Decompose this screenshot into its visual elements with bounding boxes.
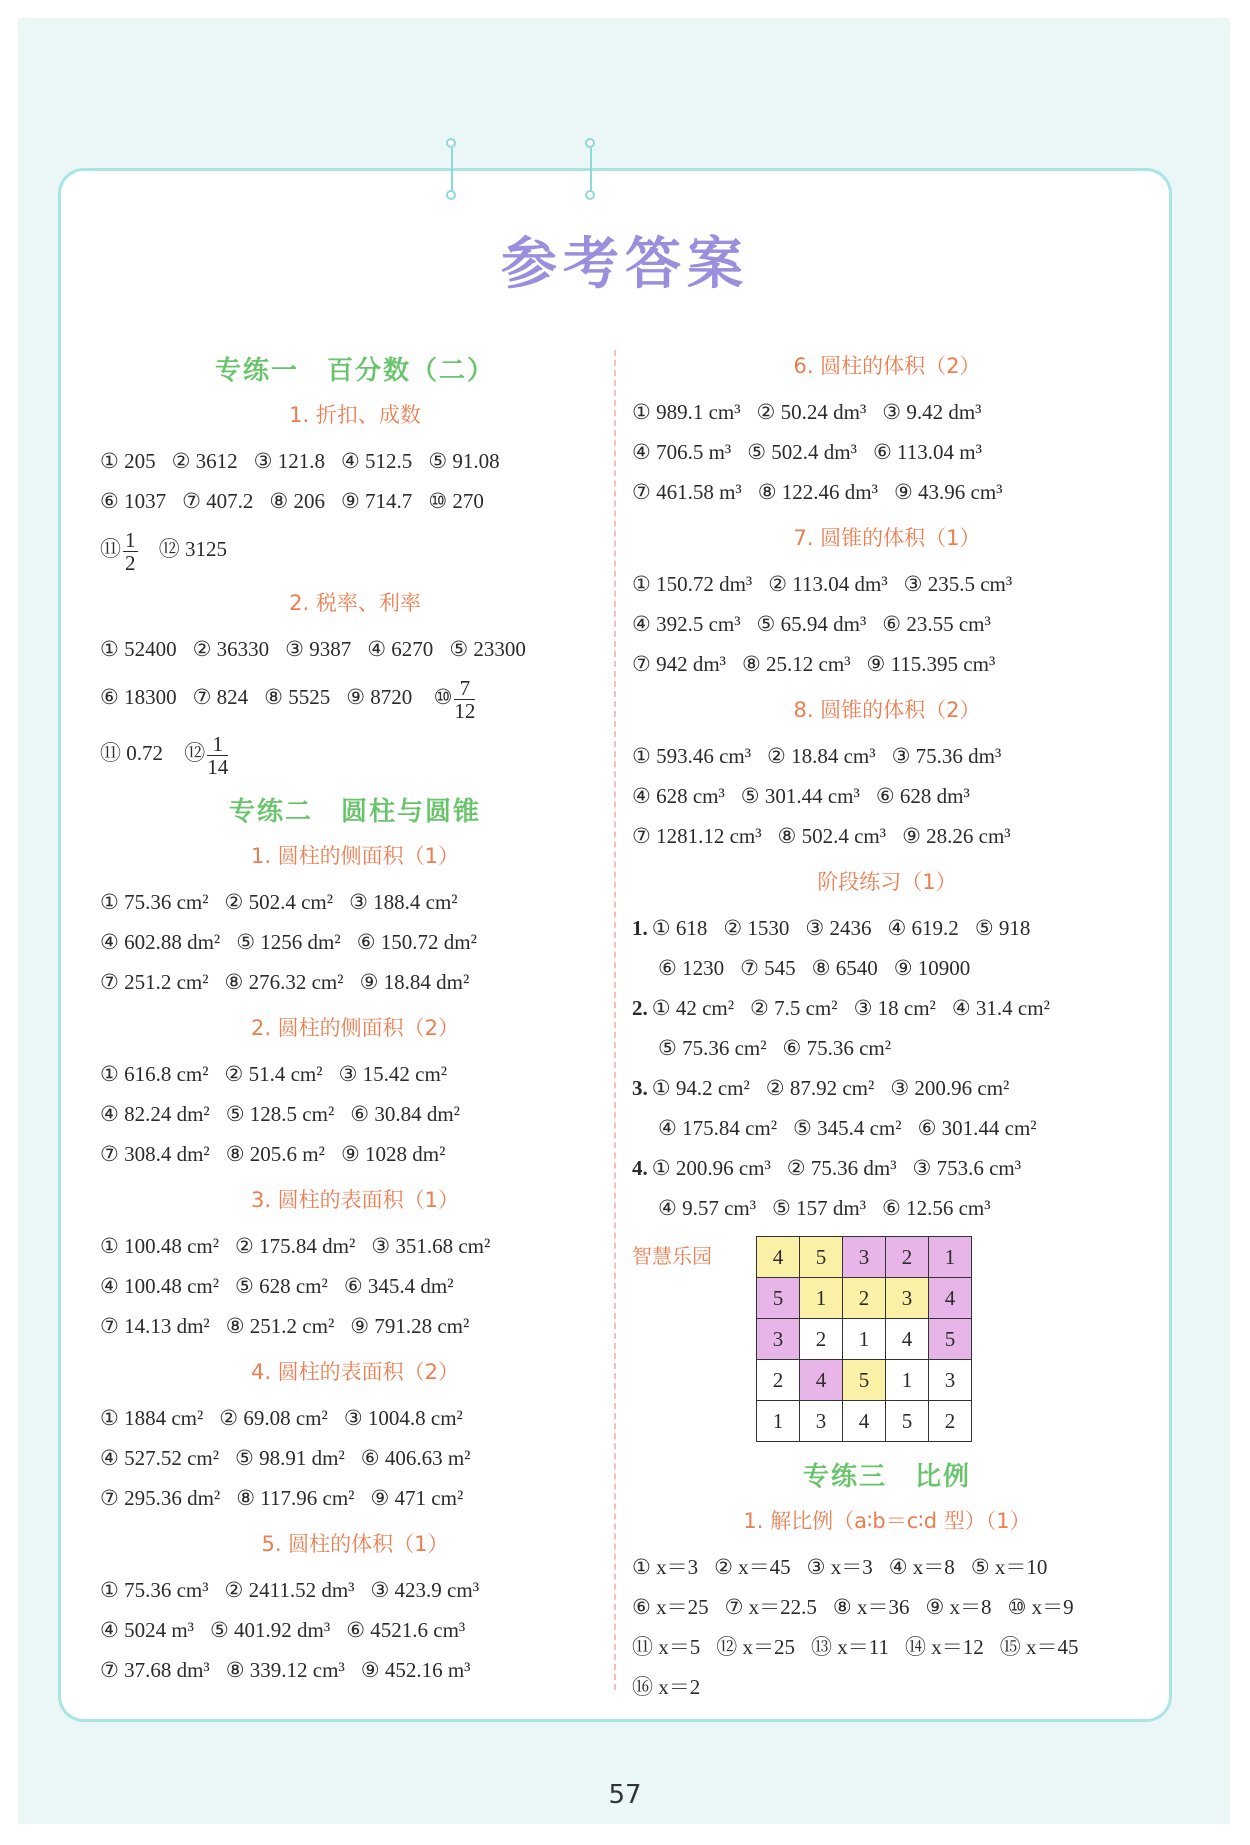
section-title: 专练一 百分数（二） — [214, 356, 495, 386]
answer-item: ⑦ 407.2 — [182, 489, 254, 513]
puzzle-row — [757, 1278, 972, 1319]
answer-item: ④ 100.48 cm² — [100, 1274, 220, 1298]
answer-item: ② 36330 — [192, 637, 270, 661]
answer-item: ⑤ 65.94 dm³ — [756, 612, 867, 636]
answer-row — [100, 669, 610, 725]
answer-item: ③ x＝3 — [806, 1555, 873, 1579]
puzzle-cell: 2 — [886, 1237, 929, 1278]
answer-row — [632, 1028, 1142, 1068]
answer-item: ⑪ x＝5 — [632, 1635, 701, 1659]
answer-item: ⑤ 345.4 cm² — [793, 1116, 902, 1140]
answer-item: ⑤ 91.08 — [428, 449, 500, 473]
answer-item: ③ 18 cm² — [853, 996, 936, 1020]
subsection-title: 5. 圆柱的体积（1） — [261, 1532, 449, 1556]
answer-item: ④ 31.4 cm² — [951, 996, 1050, 1020]
puzzle-label: 智慧乐园 — [632, 1244, 712, 1268]
answer-row — [100, 1266, 610, 1306]
answer-item: ⑧ 205.6 m² — [225, 1142, 325, 1166]
answer-item: ① 150.72 dm³ — [632, 572, 753, 596]
section-title: 专练二 圆柱与圆锥 — [228, 797, 481, 827]
answer-item: ⑩ x＝9 — [1007, 1595, 1074, 1619]
answer-row — [632, 948, 1142, 988]
answer-item: ⑩ — [433, 685, 453, 709]
answer-item: ④ 628 cm³ — [632, 784, 725, 808]
puzzle-cell: 5 — [800, 1237, 843, 1278]
answer-item: ② 18.84 cm³ — [767, 744, 876, 768]
answer-item: ① 205 — [100, 449, 156, 473]
answer-item: ④ 9.57 cm³ — [658, 1196, 757, 1220]
answer-row — [632, 432, 1142, 472]
answer-item: ⑥ 301.44 cm² — [917, 1116, 1037, 1140]
answer-item: ② 51.4 cm² — [224, 1062, 323, 1086]
answer-item: ⑥ 23.55 cm³ — [882, 612, 991, 636]
answer-item: ⑮ x＝45 — [999, 1635, 1079, 1659]
puzzle-cell: 3 — [800, 1401, 843, 1442]
numerator: 1 — [207, 733, 228, 756]
puzzle-cell: 1 — [929, 1237, 972, 1278]
answer-item: ⑤ 98.91 dm² — [235, 1446, 345, 1470]
question-number: 2. — [632, 996, 648, 1020]
answer-item: ⑥ 628 dm³ — [875, 784, 970, 808]
answer-item: ⑧ 251.2 cm² — [225, 1314, 335, 1338]
puzzle-cell: 4 — [929, 1278, 972, 1319]
puzzle-cell: 5 — [843, 1360, 886, 1401]
numerator: 7 — [454, 677, 475, 700]
answer-item: ⑨ 18.84 dm² — [359, 970, 470, 994]
answer-item: ① x＝3 — [632, 1555, 699, 1579]
puzzle-row — [757, 1360, 972, 1401]
puzzle-cell: 4 — [843, 1401, 886, 1442]
answer-row — [100, 1650, 610, 1690]
puzzle-cell: 2 — [929, 1401, 972, 1442]
answer-row — [100, 1438, 610, 1478]
question-number: 4. — [632, 1156, 648, 1180]
answer-item: ① 94.2 cm² — [651, 1076, 750, 1100]
answer-item: ② 1530 — [723, 916, 790, 940]
puzzle-cell: 4 — [800, 1360, 843, 1401]
answer-row — [632, 776, 1142, 816]
answer-row — [100, 1570, 610, 1610]
answer-item: ⑦ 545 — [740, 956, 796, 980]
answer-item: ⑤ 502.4 dm³ — [747, 440, 857, 464]
answer-row — [100, 882, 610, 922]
answer-item: ④ 619.2 — [887, 916, 959, 940]
puzzle-section — [632, 1236, 1142, 1446]
answer-item: ⑭ x＝12 — [904, 1635, 984, 1659]
puzzle-grid — [756, 1236, 972, 1442]
answer-item: ⑪ 0.72 — [100, 741, 163, 765]
answer-item: ⑨ 43.96 cm³ — [893, 480, 1003, 504]
puzzle-cell: 2 — [843, 1278, 886, 1319]
answer-item: ④ 527.52 cm² — [100, 1446, 220, 1470]
puzzle-cell: 3 — [843, 1237, 886, 1278]
subsection-title: 7. 圆锥的体积（1） — [793, 526, 981, 550]
answer-item: ⑤ 628 cm² — [235, 1274, 328, 1298]
answer-item: ② 502.4 cm² — [224, 890, 334, 914]
puzzle-row — [757, 1401, 972, 1442]
answer-row — [100, 1054, 610, 1094]
puzzle-cell: 1 — [757, 1401, 800, 1442]
puzzle-cell: 5 — [929, 1319, 972, 1360]
answer-item: ⑤ 1256 dm² — [236, 930, 341, 954]
answer-item: ④ 512.5 — [340, 449, 413, 473]
puzzle-cell: 3 — [886, 1278, 929, 1319]
answer-item: ⑯ x＝2 — [632, 1675, 701, 1699]
section-title: 专练三 比例 — [802, 1462, 971, 1492]
denominator: 14 — [207, 754, 229, 779]
answer-item: ④ 706.5 m³ — [632, 440, 732, 464]
answer-row — [632, 908, 1142, 948]
answer-item: ⑧ x＝36 — [832, 1595, 910, 1619]
answer-row — [100, 1094, 610, 1134]
answer-item: ⑤ 128.5 cm² — [225, 1102, 335, 1126]
answer-item: ⑥ x＝25 — [632, 1595, 709, 1619]
puzzle-cell: 5 — [757, 1278, 800, 1319]
fraction — [123, 529, 138, 574]
answer-row — [632, 604, 1142, 644]
answer-item: ② 3612 — [171, 449, 238, 473]
subsection-title: 2. 圆柱的侧面积（2） — [250, 1016, 460, 1040]
answer-item: ② 75.36 dm³ — [786, 1156, 897, 1180]
answer-row — [632, 1627, 1142, 1667]
answer-item: ⑦ 14.13 dm² — [100, 1314, 210, 1338]
answer-item: ⑨ 471 cm² — [370, 1486, 464, 1510]
answer-group — [100, 685, 428, 709]
answer-item: ④ 5024 m³ — [100, 1618, 194, 1642]
subsection-title: 阶段练习（1） — [817, 870, 957, 894]
answer-item: ③ 9.42 dm³ — [882, 400, 982, 424]
answer-item: ⑧ 117.96 cm² — [236, 1486, 355, 1510]
answer-item: ⑥ 150.72 dm² — [356, 930, 477, 954]
answer-item: ③ 121.8 — [253, 449, 325, 473]
page-number: 57 — [608, 1780, 642, 1810]
answer-item: ⑨ 452.16 m³ — [360, 1658, 471, 1682]
answer-item: ⑤ 23300 — [449, 637, 526, 661]
answer-item: ⑥ 4521.6 cm³ — [346, 1618, 466, 1642]
subsection-title: 1. 折扣、成数 — [289, 403, 421, 427]
right-column — [632, 340, 1142, 1707]
answer-row — [100, 922, 610, 962]
answer-item: ⑤ x＝10 — [970, 1555, 1048, 1579]
answer-item: ③ 423.9 cm³ — [370, 1578, 479, 1602]
page-title: 参考答案 — [501, 232, 749, 297]
answer-item: ⑦ 824 — [192, 685, 249, 709]
answer-row — [632, 1547, 1142, 1587]
answer-item: ⑨ 28.26 cm³ — [902, 824, 1011, 848]
puzzle-cell: 2 — [800, 1319, 843, 1360]
denominator: 2 — [125, 550, 136, 575]
answer-item: ⑥ 345.4 dm² — [343, 1274, 454, 1298]
answer-item: ③ 188.4 cm² — [349, 890, 458, 914]
answer-row — [100, 962, 610, 1002]
answer-item: ⑥ 18300 — [100, 685, 177, 709]
puzzle-cell: 4 — [886, 1319, 929, 1360]
answer-row — [100, 629, 610, 669]
left-column — [100, 340, 610, 1690]
fraction — [207, 733, 228, 778]
numerator: 1 — [125, 527, 136, 552]
answer-item: ② 87.92 cm² — [765, 1076, 875, 1100]
answer-row — [100, 441, 610, 481]
answer-item: ⑥ 406.63 m² — [360, 1446, 471, 1470]
answer-item: ④ 602.88 dm² — [100, 930, 221, 954]
subsection-title: 2. 税率、利率 — [289, 591, 421, 615]
answer-item: ⑨ 115.395 cm³ — [866, 652, 996, 676]
answer-item: ② 50.24 dm³ — [756, 400, 867, 424]
answer-item: ⑧ 6540 — [811, 956, 878, 980]
answer-item: ① 618 — [651, 916, 708, 940]
puzzle-cell: 2 — [757, 1360, 800, 1401]
answer-row — [632, 1148, 1142, 1188]
answer-item: ⑥ 113.04 m³ — [872, 440, 982, 464]
answer-item: ③ 200.96 cm² — [890, 1076, 1010, 1100]
answer-item: ⑥ 12.56 cm³ — [882, 1196, 991, 1220]
answer-item: ① 42 cm² — [651, 996, 735, 1020]
answer-row — [632, 1068, 1142, 1108]
answer-item: ① 1884 cm² — [100, 1406, 204, 1430]
answer-item: ③ 9387 — [285, 637, 352, 661]
answer-item: ① 616.8 cm² — [100, 1062, 209, 1086]
answer-item: ② 175.84 dm² — [235, 1234, 356, 1258]
answer-item: ③ 15.42 cm² — [338, 1062, 448, 1086]
answer-row — [632, 1188, 1142, 1228]
question-number: 1. — [632, 916, 648, 940]
answer-item: ① 75.36 cm² — [100, 890, 209, 914]
subsection-title: 8. 圆锥的体积（2） — [793, 698, 981, 722]
denominator: 12 — [454, 698, 476, 723]
answer-row — [632, 392, 1142, 432]
answer-item: ⑤ 157 dm³ — [772, 1196, 866, 1220]
answer-item: ⑦ 461.58 m³ — [632, 480, 742, 504]
answer-item: ① 52400 — [100, 637, 177, 661]
answer-row — [100, 1134, 610, 1174]
answer-item: ③ 1004.8 cm² — [343, 1406, 463, 1430]
answer-item: ⑦ 308.4 dm² — [100, 1142, 210, 1166]
answer-item: ⑨ 791.28 cm² — [350, 1314, 470, 1338]
answer-item: ① 989.1 cm³ — [632, 400, 741, 424]
puzzle-cell: 1 — [800, 1278, 843, 1319]
answer-row — [100, 521, 610, 577]
answer-row — [632, 644, 1142, 684]
answer-row — [632, 564, 1142, 604]
answer-group — [652, 1076, 1026, 1100]
answer-item: ⑧ 502.4 cm³ — [777, 824, 887, 848]
answer-item: ④ 175.84 cm² — [658, 1116, 778, 1140]
puzzle-cell: 3 — [757, 1319, 800, 1360]
answer-item: ⑫ 3125 — [158, 537, 227, 561]
subsection-title: 6. 圆柱的体积（2） — [793, 354, 981, 378]
answer-item: ④ 392.5 cm³ — [632, 612, 741, 636]
answer-item: ⑦ x＝22.5 — [724, 1595, 817, 1619]
answer-item: ⑥ 1037 — [100, 489, 167, 513]
puzzle-cell: 3 — [929, 1360, 972, 1401]
answer-item: ⑨ 10900 — [893, 956, 971, 980]
answer-item: ⑧ 122.46 dm³ — [757, 480, 878, 504]
answer-row — [100, 1478, 610, 1518]
binder-pin-icon — [446, 138, 458, 203]
answer-row — [632, 816, 1142, 856]
answer-item: ② x＝45 — [714, 1555, 791, 1579]
answer-item: ⑨ 714.7 — [340, 489, 413, 513]
answer-item: ③ 351.68 cm² — [371, 1234, 491, 1258]
answer-row — [632, 1108, 1142, 1148]
answer-item: ⑤ 401.92 dm³ — [209, 1618, 331, 1642]
subsection-title: 1. 解比例（a∶b＝c∶d 型）（1） — [743, 1509, 1031, 1533]
answer-row — [632, 988, 1142, 1028]
answer-item: ⑦ 37.68 dm³ — [100, 1658, 210, 1682]
answer-item: ④ x＝8 — [888, 1555, 955, 1579]
answer-row — [100, 1306, 610, 1346]
answer-item: ④ 82.24 dm² — [100, 1102, 210, 1126]
answer-item: ④ 6270 — [367, 637, 434, 661]
answer-item: ① 100.48 cm² — [100, 1234, 220, 1258]
answer-item: ⑤ 75.36 cm² — [658, 1036, 767, 1060]
answer-row — [100, 725, 610, 781]
answer-item: ⑧ 206 — [269, 489, 325, 513]
answer-item: ⑥ 75.36 cm² — [782, 1036, 892, 1060]
answer-row — [632, 736, 1142, 776]
answer-item: ⑦ 942 dm³ — [632, 652, 726, 676]
answer-item: ⑤ 918 — [974, 916, 1031, 940]
answer-group — [652, 1156, 1037, 1180]
binder-pin-icon — [585, 138, 597, 203]
answer-item: ⑦ 251.2 cm² — [100, 970, 209, 994]
answer-row — [100, 481, 610, 521]
answer-item: ② 113.04 dm³ — [768, 572, 888, 596]
answer-item: ③ 753.6 cm³ — [912, 1156, 1022, 1180]
question-number: 3. — [632, 1076, 648, 1100]
answer-item: ⑬ x＝11 — [811, 1635, 889, 1659]
answer-row — [100, 1398, 610, 1438]
answer-item: ⑨ 1028 dm² — [340, 1142, 446, 1166]
answer-item: ⑩ 270 — [428, 489, 484, 513]
puzzle-cell: 4 — [757, 1237, 800, 1278]
answer-row — [100, 1610, 610, 1650]
answer-item: ⑧ 5525 — [264, 685, 331, 709]
answer-group — [652, 996, 1066, 1020]
answer-item: ⑧ 339.12 cm³ — [225, 1658, 345, 1682]
puzzle-row — [757, 1237, 972, 1278]
puzzle-cell: 1 — [843, 1319, 886, 1360]
answer-item: ③ 2436 — [805, 916, 872, 940]
answer-item: ⑥ 30.84 dm² — [350, 1102, 460, 1126]
answer-item: ⑧ 25.12 cm³ — [741, 652, 851, 676]
answer-item: ⑫ x＝25 — [716, 1635, 795, 1659]
answer-item: ① 200.96 cm³ — [651, 1156, 771, 1180]
subsection-title: 4. 圆柱的表面积（2） — [250, 1360, 460, 1384]
answer-row — [632, 472, 1142, 512]
answer-item: ⑥ 1230 — [658, 956, 725, 980]
puzzle-cell: 5 — [886, 1401, 929, 1442]
puzzle-row — [757, 1319, 972, 1360]
answer-item: ② 2411.52 dm³ — [224, 1578, 355, 1602]
fraction — [454, 677, 475, 722]
answer-item: ⑤ 301.44 cm³ — [740, 784, 860, 808]
subsection-title: 1. 圆柱的侧面积（1） — [250, 844, 460, 868]
answer-item: ⑨ x＝8 — [925, 1595, 992, 1619]
answer-row — [632, 1587, 1142, 1627]
answer-item: ⑦ 295.36 dm² — [100, 1486, 221, 1510]
subsection-title: 3. 圆柱的表面积（1） — [250, 1188, 460, 1212]
answer-row — [100, 1226, 610, 1266]
answer-item: ③ 75.36 dm³ — [891, 744, 1002, 768]
answer-item: ⑫ — [184, 741, 206, 765]
answer-item: ① 593.46 cm³ — [632, 744, 752, 768]
answer-item: ③ 235.5 cm³ — [903, 572, 1013, 596]
puzzle-cell: 1 — [886, 1360, 929, 1401]
answer-item: ⑪ — [100, 537, 121, 561]
answer-item: ⑧ 276.32 cm² — [224, 970, 344, 994]
answer-item: ① 75.36 cm³ — [100, 1578, 209, 1602]
answer-item: ⑦ 1281.12 cm³ — [632, 824, 762, 848]
column-divider — [614, 350, 616, 1690]
answer-item: ② 69.08 cm² — [219, 1406, 328, 1430]
answer-item: ⑨ 8720 — [346, 685, 413, 709]
answer-group — [652, 916, 1047, 940]
answer-item: ② 7.5 cm² — [750, 996, 838, 1020]
answer-row — [632, 1667, 1142, 1707]
